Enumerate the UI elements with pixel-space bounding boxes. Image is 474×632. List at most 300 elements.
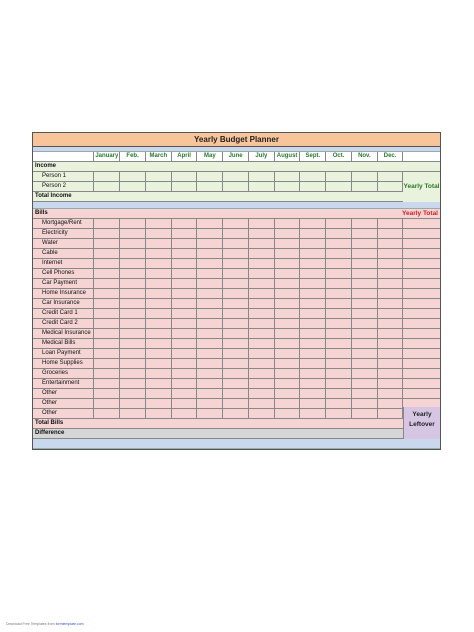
- income-header-row: [33, 162, 440, 172]
- bill-row-15-cell-2[interactable]: [146, 369, 172, 379]
- bill-row-9-cell-3[interactable]: [172, 309, 198, 319]
- bill-row-1-cell-4[interactable]: [197, 229, 223, 239]
- bill-row-0-cell-10[interactable]: [352, 219, 378, 229]
- bill-row-9-cell-7[interactable]: [275, 309, 301, 319]
- bill-row-11-cell-2[interactable]: [146, 329, 172, 339]
- bill-row-17-cell-3[interactable]: [172, 389, 198, 399]
- bill-row-9-cell-10[interactable]: [352, 309, 378, 319]
- bill-row-17-cell-2[interactable]: [146, 389, 172, 399]
- bill-row-10-cell-4[interactable]: [197, 319, 223, 329]
- bill-row-13-cell-1[interactable]: [120, 349, 146, 359]
- bill-row-10-cell-5[interactable]: [223, 319, 249, 329]
- bill-row-16-cell-2[interactable]: [146, 379, 172, 389]
- bill-row-3-cell-9[interactable]: [326, 249, 352, 259]
- bill-row-6-cell-5[interactable]: [223, 279, 249, 289]
- bill-row-13-yearly-total[interactable]: [403, 349, 440, 359]
- bill-row-12-cell-3[interactable]: [172, 339, 198, 349]
- bill-row-9-label: Credit Card 1: [33, 309, 94, 319]
- bill-row-15-cell-3[interactable]: [172, 369, 198, 379]
- bill-row-14-cell-0[interactable]: [94, 359, 120, 369]
- bill-row-8-cell-1[interactable]: [120, 299, 146, 309]
- bill-row-13-cell-6[interactable]: [249, 349, 275, 359]
- bill-row-16-cell-1[interactable]: [120, 379, 146, 389]
- bill-row-7-cell-10[interactable]: [352, 289, 378, 299]
- income-row-0-cell-8[interactable]: [300, 172, 326, 182]
- bill-row-18-cell-6[interactable]: [249, 399, 275, 409]
- bill-row-0-cell-9[interactable]: [326, 219, 352, 229]
- income-row-0-cell-5[interactable]: [223, 172, 249, 182]
- bill-row-16-cell-6[interactable]: [249, 379, 275, 389]
- bill-row-17-cell-9[interactable]: [326, 389, 352, 399]
- bill-row-5-cell-7[interactable]: [275, 269, 301, 279]
- bill-row-1-cell-5[interactable]: [223, 229, 249, 239]
- bill-row-10-cell-2[interactable]: [146, 319, 172, 329]
- bill-row-9-cell-6[interactable]: [249, 309, 275, 319]
- bill-row-0-label: Mortgage/Rent: [33, 219, 94, 229]
- income-row-1-cell-8[interactable]: [300, 182, 326, 192]
- bill-row-8-cell-4[interactable]: [197, 299, 223, 309]
- bill-row-13-cell-2[interactable]: [146, 349, 172, 359]
- bill-row-8-cell-10[interactable]: [352, 299, 378, 309]
- bill-row-12-cell-9[interactable]: [326, 339, 352, 349]
- bill-row-2-yearly-total[interactable]: [403, 239, 440, 249]
- bill-row-6-cell-7[interactable]: [275, 279, 301, 289]
- bill-row-19-cell-5[interactable]: [223, 409, 249, 419]
- bill-row-6-yearly-total[interactable]: [403, 279, 440, 289]
- bill-row-4-cell-2[interactable]: [146, 259, 172, 269]
- bill-row-8-cell-7[interactable]: [275, 299, 301, 309]
- bill-row-5-cell-9[interactable]: [326, 269, 352, 279]
- income-row-0-cell-6[interactable]: [249, 172, 275, 182]
- bill-row-17-cell-1[interactable]: [120, 389, 146, 399]
- bill-row-4-cell-1[interactable]: [120, 259, 146, 269]
- bill-row-19-cell-11[interactable]: [378, 409, 404, 419]
- income-header: Income: [33, 162, 440, 172]
- bill-row-16-cell-5[interactable]: [223, 379, 249, 389]
- bill-row-8-cell-5[interactable]: [223, 299, 249, 309]
- income-row-1-cell-0[interactable]: [94, 182, 120, 192]
- bill-row-14-yearly-total[interactable]: [403, 359, 440, 369]
- bill-row-2-cell-0[interactable]: [94, 239, 120, 249]
- bill-row-5-cell-5[interactable]: [223, 269, 249, 279]
- bill-row-19-cell-3[interactable]: [172, 409, 198, 419]
- bill-row-7-cell-7[interactable]: [275, 289, 301, 299]
- bill-row-17-yearly-total[interactable]: [403, 389, 440, 399]
- bill-row-18-cell-1[interactable]: [120, 399, 146, 409]
- bill-row-13-cell-4[interactable]: [197, 349, 223, 359]
- income-row-0-cell-2[interactable]: [146, 172, 172, 182]
- bill-row-12: [33, 339, 440, 349]
- bill-row-10-cell-8[interactable]: [300, 319, 326, 329]
- bill-row-0-cell-5[interactable]: [223, 219, 249, 229]
- bill-row-17-cell-11[interactable]: [378, 389, 404, 399]
- bill-row-18-cell-5[interactable]: [223, 399, 249, 409]
- bill-row-15-cell-1[interactable]: [120, 369, 146, 379]
- bill-row-8-cell-2[interactable]: [146, 299, 172, 309]
- bill-row-4-cell-0[interactable]: [94, 259, 120, 269]
- bill-row-0-cell-11[interactable]: [378, 219, 404, 229]
- bill-row-19-cell-7[interactable]: [275, 409, 301, 419]
- bill-row-4-cell-9[interactable]: [326, 259, 352, 269]
- bill-row-8-cell-8[interactable]: [300, 299, 326, 309]
- bill-row-10-cell-3[interactable]: [172, 319, 198, 329]
- bill-row-4-cell-8[interactable]: [300, 259, 326, 269]
- bill-row-16-cell-0[interactable]: [94, 379, 120, 389]
- bill-row-14-cell-10[interactable]: [352, 359, 378, 369]
- bill-row-15-cell-6[interactable]: [249, 369, 275, 379]
- bill-row-17-cell-8[interactable]: [300, 389, 326, 399]
- income-row-1-cell-7[interactable]: [275, 182, 301, 192]
- bill-row-15-cell-0[interactable]: [94, 369, 120, 379]
- bill-row-10-cell-9[interactable]: [326, 319, 352, 329]
- income-row-0-cell-3[interactable]: [172, 172, 198, 182]
- bill-row-9-cell-5[interactable]: [223, 309, 249, 319]
- bill-row-3-cell-5[interactable]: [223, 249, 249, 259]
- income-row-1-cell-5[interactable]: [223, 182, 249, 192]
- bill-row-19-cell-10[interactable]: [352, 409, 378, 419]
- bill-row-11-cell-8[interactable]: [300, 329, 326, 339]
- bill-row-11-cell-10[interactable]: [352, 329, 378, 339]
- bill-row-3-cell-0[interactable]: [94, 249, 120, 259]
- bill-row-19-cell-2[interactable]: [146, 409, 172, 419]
- bill-row-1-cell-7[interactable]: [275, 229, 301, 239]
- bill-row-6-cell-6[interactable]: [249, 279, 275, 289]
- bill-row-11-cell-9[interactable]: [326, 329, 352, 339]
- bill-row-6-cell-1[interactable]: [120, 279, 146, 289]
- bill-row-10-yearly-total[interactable]: [403, 319, 440, 329]
- bill-row-17-cell-7[interactable]: [275, 389, 301, 399]
- bill-row-2-cell-1[interactable]: [120, 239, 146, 249]
- bill-row-0-cell-1[interactable]: [120, 219, 146, 229]
- bill-row-14-cell-3[interactable]: [172, 359, 198, 369]
- bill-row-11-cell-5[interactable]: [223, 329, 249, 339]
- bill-row-19-cell-9[interactable]: [326, 409, 352, 419]
- income-row-0-cell-7[interactable]: [275, 172, 301, 182]
- bill-row-14-label: Home Supplies: [33, 359, 94, 369]
- bill-row-4-cell-3[interactable]: [172, 259, 198, 269]
- bill-row-16-cell-4[interactable]: [197, 379, 223, 389]
- income-row-1-cell-1[interactable]: [120, 182, 146, 192]
- bill-row-7-cell-2[interactable]: [146, 289, 172, 299]
- bill-row-9-cell-9[interactable]: [326, 309, 352, 319]
- bill-row-7-label: Home Insurance: [33, 289, 94, 299]
- bill-row-15-cell-8[interactable]: [300, 369, 326, 379]
- bill-row-1-cell-11[interactable]: [378, 229, 404, 239]
- bill-row-5-cell-8[interactable]: [300, 269, 326, 279]
- bill-row-4-cell-6[interactable]: [249, 259, 275, 269]
- bill-row-4-cell-5[interactable]: [223, 259, 249, 269]
- bill-row-3-cell-8[interactable]: [300, 249, 326, 259]
- month-header-11: Dec.: [378, 152, 404, 162]
- bill-row-4-cell-7[interactable]: [275, 259, 301, 269]
- bill-row-3-cell-1[interactable]: [120, 249, 146, 259]
- bill-row-12-cell-0[interactable]: [94, 339, 120, 349]
- bill-row-3-cell-2[interactable]: [146, 249, 172, 259]
- bill-row-14-cell-1[interactable]: [120, 359, 146, 369]
- bill-row-7-cell-1[interactable]: [120, 289, 146, 299]
- bill-row-18-cell-8[interactable]: [300, 399, 326, 409]
- bill-row-1-cell-2[interactable]: [146, 229, 172, 239]
- income-row-0-cell-10[interactable]: [352, 172, 378, 182]
- total-bills-label: Total Bills: [33, 419, 405, 429]
- bill-row-5-cell-10[interactable]: [352, 269, 378, 279]
- bill-row-14-cell-2[interactable]: [146, 359, 172, 369]
- bill-row-12-cell-10[interactable]: [352, 339, 378, 349]
- bill-row-15-cell-7[interactable]: [275, 369, 301, 379]
- income-row-1-cell-10[interactable]: [352, 182, 378, 192]
- bill-row-7-cell-0[interactable]: [94, 289, 120, 299]
- bill-row-13-cell-3[interactable]: [172, 349, 198, 359]
- bill-row-14-cell-9[interactable]: [326, 359, 352, 369]
- bill-row-8-cell-11[interactable]: [378, 299, 404, 309]
- bill-row-17-cell-4[interactable]: [197, 389, 223, 399]
- bill-row-5-cell-4[interactable]: [197, 269, 223, 279]
- bill-row-1-cell-1[interactable]: [120, 229, 146, 239]
- bill-row-10-cell-11[interactable]: [378, 319, 404, 329]
- bill-row-13-cell-10[interactable]: [352, 349, 378, 359]
- bill-row-2-cell-11[interactable]: [378, 239, 404, 249]
- bill-row-5-cell-3[interactable]: [172, 269, 198, 279]
- bill-row-3-yearly-total[interactable]: [403, 249, 440, 259]
- bill-row-0-yearly-total[interactable]: [403, 219, 440, 229]
- income-row-0-cell-11[interactable]: [378, 172, 404, 182]
- bill-row-10-cell-6[interactable]: [249, 319, 275, 329]
- bill-row-13-cell-9[interactable]: [326, 349, 352, 359]
- bill-row-5-cell-11[interactable]: [378, 269, 404, 279]
- bill-row-3-cell-11[interactable]: [378, 249, 404, 259]
- income-row-0-cell-9[interactable]: [326, 172, 352, 182]
- bill-row-13-cell-5[interactable]: [223, 349, 249, 359]
- bill-row-9-yearly-total[interactable]: [403, 309, 440, 319]
- bill-row-6-cell-4[interactable]: [197, 279, 223, 289]
- bill-row-14-cell-11[interactable]: [378, 359, 404, 369]
- bill-row-8-cell-0[interactable]: [94, 299, 120, 309]
- bill-row-10-cell-1[interactable]: [120, 319, 146, 329]
- bill-row-0-cell-6[interactable]: [249, 219, 275, 229]
- month-header-0: January: [94, 152, 120, 162]
- bill-row-15-yearly-total[interactable]: [403, 369, 440, 379]
- bill-row-5-cell-1[interactable]: [120, 269, 146, 279]
- bill-row-19-cell-4[interactable]: [197, 409, 223, 419]
- bill-row-4-cell-4[interactable]: [197, 259, 223, 269]
- bill-row-16-cell-7[interactable]: [275, 379, 301, 389]
- bill-row-14-cell-7[interactable]: [275, 359, 301, 369]
- bill-row-13-cell-7[interactable]: [275, 349, 301, 359]
- bill-row-15-cell-10[interactable]: [352, 369, 378, 379]
- income-row-1-cell-9[interactable]: [326, 182, 352, 192]
- bill-row-2-cell-3[interactable]: [172, 239, 198, 249]
- bill-row-12-cell-8[interactable]: [300, 339, 326, 349]
- bill-row-18-cell-3[interactable]: [172, 399, 198, 409]
- bill-row-2-cell-10[interactable]: [352, 239, 378, 249]
- bill-row-1-yearly-total[interactable]: [403, 229, 440, 239]
- bill-row-15-cell-4[interactable]: [197, 369, 223, 379]
- bill-row-9-cell-0[interactable]: [94, 309, 120, 319]
- bill-row-1-cell-0[interactable]: [94, 229, 120, 239]
- bill-row-3-cell-4[interactable]: [197, 249, 223, 259]
- bill-row-1-cell-3[interactable]: [172, 229, 198, 239]
- income-row-0-cell-1[interactable]: [120, 172, 146, 182]
- bill-row-12-cell-11[interactable]: [378, 339, 404, 349]
- bill-row-2-cell-4[interactable]: [197, 239, 223, 249]
- bill-row-13-cell-8[interactable]: [300, 349, 326, 359]
- bill-row-17-cell-10[interactable]: [352, 389, 378, 399]
- bill-row-19-label: Other: [33, 409, 94, 419]
- bill-row-2-cell-5[interactable]: [223, 239, 249, 249]
- bill-row-2-cell-6[interactable]: [249, 239, 275, 249]
- bill-row-10-cell-7[interactable]: [275, 319, 301, 329]
- bill-row-9-cell-1[interactable]: [120, 309, 146, 319]
- bill-row-2-cell-7[interactable]: [275, 239, 301, 249]
- bill-row-7-cell-6[interactable]: [249, 289, 275, 299]
- bill-row-8-cell-6[interactable]: [249, 299, 275, 309]
- bill-row-7-yearly-total[interactable]: [403, 289, 440, 299]
- month-header-5: June: [223, 152, 249, 162]
- bill-row-6-cell-0[interactable]: [94, 279, 120, 289]
- bill-row-15-cell-9[interactable]: [326, 369, 352, 379]
- bill-row-10-cell-0[interactable]: [94, 319, 120, 329]
- bill-row-3: [33, 249, 440, 259]
- bill-row-9-cell-4[interactable]: [197, 309, 223, 319]
- bill-row-18-cell-7[interactable]: [275, 399, 301, 409]
- bill-row-7-cell-3[interactable]: [172, 289, 198, 299]
- bill-row-15-cell-5[interactable]: [223, 369, 249, 379]
- bill-row-6-cell-3[interactable]: [172, 279, 198, 289]
- bill-row-18-cell-9[interactable]: [326, 399, 352, 409]
- bill-row-14-cell-8[interactable]: [300, 359, 326, 369]
- bill-row-16-cell-9[interactable]: [326, 379, 352, 389]
- bill-row-1-cell-8[interactable]: [300, 229, 326, 239]
- bill-row-19-cell-6[interactable]: [249, 409, 275, 419]
- bill-row-9-cell-11[interactable]: [378, 309, 404, 319]
- bill-row-19-cell-8[interactable]: [300, 409, 326, 419]
- bill-row-5-cell-0[interactable]: [94, 269, 120, 279]
- bill-row-0-cell-4[interactable]: [197, 219, 223, 229]
- bill-row-13-cell-0[interactable]: [94, 349, 120, 359]
- bill-row-13-cell-11[interactable]: [378, 349, 404, 359]
- bill-row-8-cell-9[interactable]: [326, 299, 352, 309]
- bill-row-19-cell-1[interactable]: [120, 409, 146, 419]
- income-row-0-cell-0[interactable]: [94, 172, 120, 182]
- bill-row-11-cell-11[interactable]: [378, 329, 404, 339]
- bill-row-7-cell-9[interactable]: [326, 289, 352, 299]
- bill-row-16-cell-8[interactable]: [300, 379, 326, 389]
- bill-row-7-cell-5[interactable]: [223, 289, 249, 299]
- bill-row-18-cell-10[interactable]: [352, 399, 378, 409]
- bill-row-2-cell-9[interactable]: [326, 239, 352, 249]
- bill-row-12-cell-6[interactable]: [249, 339, 275, 349]
- bill-row-18-cell-11[interactable]: [378, 399, 404, 409]
- bill-row-14-cell-6[interactable]: [249, 359, 275, 369]
- bill-row-7-cell-4[interactable]: [197, 289, 223, 299]
- bill-row-8-cell-3[interactable]: [172, 299, 198, 309]
- bill-row-14-cell-5[interactable]: [223, 359, 249, 369]
- bill-row-3-cell-3[interactable]: [172, 249, 198, 259]
- bill-row-2-cell-8[interactable]: [300, 239, 326, 249]
- bill-row-12-cell-4[interactable]: [197, 339, 223, 349]
- bill-row-17-cell-0[interactable]: [94, 389, 120, 399]
- bill-row-15-cell-11[interactable]: [378, 369, 404, 379]
- bill-row-11-cell-0[interactable]: [94, 329, 120, 339]
- bill-row-11-cell-3[interactable]: [172, 329, 198, 339]
- income-row-1-cell-3[interactable]: [172, 182, 198, 192]
- bill-row-5-cell-2[interactable]: [146, 269, 172, 279]
- bill-row-12-cell-5[interactable]: [223, 339, 249, 349]
- bill-row-1-cell-9[interactable]: [326, 229, 352, 239]
- bill-row-2-cell-2[interactable]: [146, 239, 172, 249]
- bill-row-12-cell-2[interactable]: [146, 339, 172, 349]
- bill-row-16-cell-10[interactable]: [352, 379, 378, 389]
- bill-row-18-cell-2[interactable]: [146, 399, 172, 409]
- bill-row-4-yearly-total[interactable]: [403, 259, 440, 269]
- footer-prefix: Download Free Templates from: [6, 622, 55, 626]
- bill-row-7: [33, 289, 440, 299]
- bill-row-0-cell-8[interactable]: [300, 219, 326, 229]
- bill-row-18-cell-0[interactable]: [94, 399, 120, 409]
- bill-row-11-yearly-total[interactable]: [403, 329, 440, 339]
- bill-row-5-yearly-total[interactable]: [403, 269, 440, 279]
- bill-row-0-cell-2[interactable]: [146, 219, 172, 229]
- bill-row-16-cell-11[interactable]: [378, 379, 404, 389]
- bill-row-18-cell-4[interactable]: [197, 399, 223, 409]
- bill-row-16-yearly-total[interactable]: [403, 379, 440, 389]
- bill-row-11-cell-6[interactable]: [249, 329, 275, 339]
- income-row-1-cell-11[interactable]: [378, 182, 404, 192]
- bill-row-8-yearly-total[interactable]: [403, 299, 440, 309]
- bill-row-6-cell-2[interactable]: [146, 279, 172, 289]
- bill-row-17-cell-6[interactable]: [249, 389, 275, 399]
- income-row-1-cell-4[interactable]: [197, 182, 223, 192]
- bill-row-5-cell-6[interactable]: [249, 269, 275, 279]
- bill-row-9-cell-8[interactable]: [300, 309, 326, 319]
- bill-row-6-cell-11[interactable]: [378, 279, 404, 289]
- bill-row-6-cell-10[interactable]: [352, 279, 378, 289]
- bill-row-0-cell-7[interactable]: [275, 219, 301, 229]
- bill-row-11-cell-7[interactable]: [275, 329, 301, 339]
- bill-row-9-cell-2[interactable]: [146, 309, 172, 319]
- bill-row-7-cell-11[interactable]: [378, 289, 404, 299]
- bill-row-0-cell-0[interactable]: [94, 219, 120, 229]
- bill-row-14-cell-4[interactable]: [197, 359, 223, 369]
- bill-row-7-cell-8[interactable]: [300, 289, 326, 299]
- bill-row-16-cell-3[interactable]: [172, 379, 198, 389]
- income-row-1-cell-6[interactable]: [249, 182, 275, 192]
- bill-row-4-cell-10[interactable]: [352, 259, 378, 269]
- income-row-0: [33, 172, 440, 182]
- bill-row-1-cell-6[interactable]: [249, 229, 275, 239]
- bill-row-12-cell-7[interactable]: [275, 339, 301, 349]
- bill-row-11-cell-1[interactable]: [120, 329, 146, 339]
- income-row-0-cell-4[interactable]: [197, 172, 223, 182]
- bill-row-3-cell-6[interactable]: [249, 249, 275, 259]
- bill-row-0-cell-3[interactable]: [172, 219, 198, 229]
- bill-row-14: [33, 359, 440, 369]
- bill-row-19-cell-0[interactable]: [94, 409, 120, 419]
- bill-row-1-cell-10[interactable]: [352, 229, 378, 239]
- bill-row-4-cell-11[interactable]: [378, 259, 404, 269]
- bill-row-17-cell-5[interactable]: [223, 389, 249, 399]
- bill-row-6-cell-8[interactable]: [300, 279, 326, 289]
- bill-row-3-cell-7[interactable]: [275, 249, 301, 259]
- income-row-1-cell-2[interactable]: [146, 182, 172, 192]
- bill-row-10-cell-10[interactable]: [352, 319, 378, 329]
- bill-row-11-cell-4[interactable]: [197, 329, 223, 339]
- bill-row-12-yearly-total[interactable]: [403, 339, 440, 349]
- bill-row-12-cell-1[interactable]: [120, 339, 146, 349]
- bill-row-6-cell-9[interactable]: [326, 279, 352, 289]
- bill-row-3-cell-10[interactable]: [352, 249, 378, 259]
- footer-link[interactable]: formtemplate.com: [55, 622, 84, 626]
